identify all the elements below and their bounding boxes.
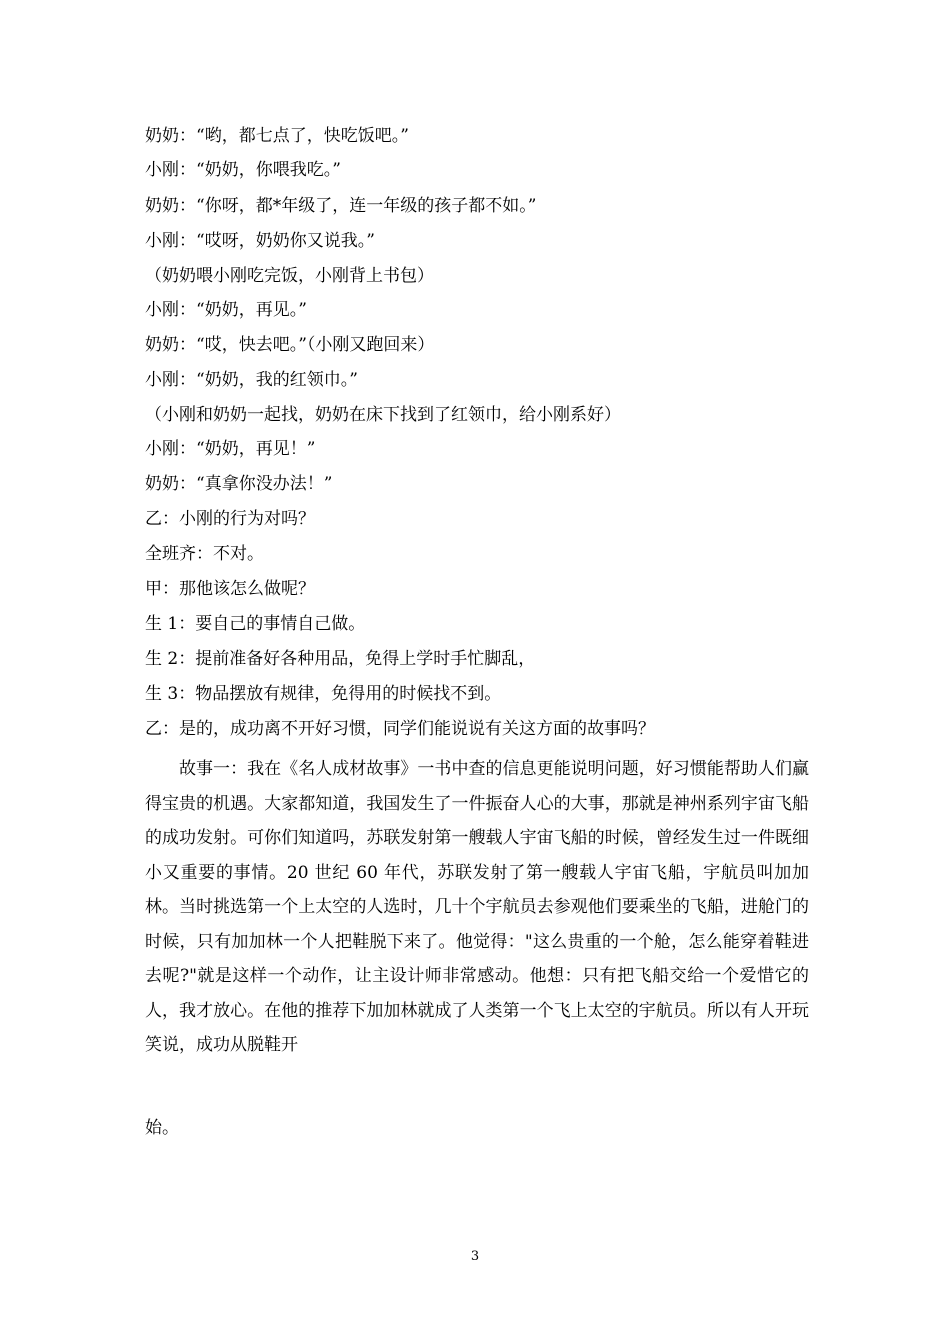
story-paragraph-end: 始。	[145, 1118, 179, 1138]
dialogue-line: 奶奶：“哟，都七点了，快吃饭吧。”	[145, 126, 409, 146]
stage-direction: （奶奶喂小刚吃完饭，小刚背上书包）	[145, 266, 434, 286]
dialogue-line: 小刚：“奶奶，再见！”	[145, 439, 316, 459]
dialogue-line: 生 2：提前准备好各种用品，免得上学时手忙脚乱，	[145, 649, 536, 669]
stage-direction: （小刚和奶奶一起找，奶奶在床下找到了红领巾，给小刚系好）	[145, 405, 621, 425]
dialogue-line: 小刚：“哎呀，奶奶你又说我。”	[145, 231, 375, 251]
story-paragraph: 故事一：我在《名人成材故事》一书中查的信息更能说明问题，好习惯能帮助人们赢得宝贵的机遇。大家都知道，我国发生了一件振奋人心的大事，那就是神州系列宇宙飞船的成功发射。可你们知道吗，苏联发射第一艘载人宇宙飞船的时候，曾经发生过一件既细小又重要的事情。20 世纪 60 年代，苏联发射了第一艘载人宇宙飞船，宇航员叫加加林。当时挑选第一个上太空的人选时，几十个宇航员去参观他们要乘坐的飞船，进舱门的时候，只有加加林一个人把鞋脱下来了。他觉得："这么贵重的一个舱，怎么能穿着鞋进去呢?"就是这样一个动作，让主设计师非常感动。他想：只有把飞船交给一个爱惜它的人，我才放心。在他的推荐下加加林就成了人类第一个飞上太空的宇航员。所以有人开玩笑说，成功从脱鞋开	[145, 759, 809, 1055]
dialogue-line: 奶奶：“你呀，都*年级了，连一年级的孩子都不如。”	[145, 196, 537, 216]
dialogue-line: 乙：是的，成功离不开好习惯，同学们能说说有关这方面的故事吗？	[145, 719, 655, 739]
dialogue-line: 全班齐：不对。	[145, 544, 264, 564]
dialogue-line: 乙：小刚的行为对吗？	[145, 509, 315, 529]
dialogue-line: 小刚：“奶奶，我的红领巾。”	[145, 370, 358, 390]
dialogue-line: 奶奶：“真拿你没办法！”	[145, 474, 333, 494]
dialogue-line: 小刚：“奶奶，再见。”	[145, 300, 307, 320]
dialogue-line: 生 3：物品摆放有规律，免得用的时候找不到。	[145, 684, 502, 704]
dialogue-line: 甲：那他该怎么做呢？	[145, 579, 315, 599]
dialogue-line: 生 1：要自己的事情自己做。	[145, 614, 366, 634]
dialogue-line: 小刚：“奶奶，你喂我吃。”	[145, 160, 341, 180]
dialogue-line: 奶奶：“哎，快去吧。”（小刚又跑回来）	[145, 335, 435, 355]
page-number: 3	[470, 1249, 480, 1264]
